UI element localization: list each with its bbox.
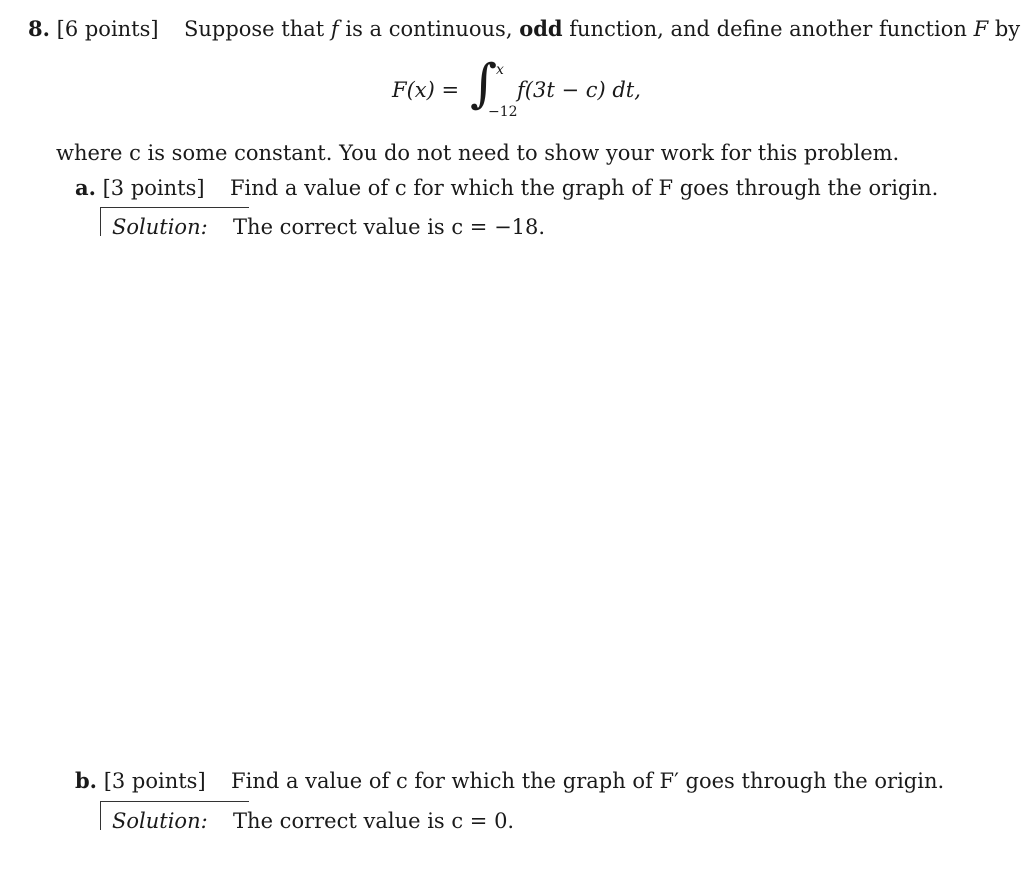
part-b-question — [75, 770, 944, 792]
part-b-solution-text: The correct value is c = 0. — [233, 809, 515, 833]
part-a-solution-label: Solution: — [112, 215, 208, 239]
integral-lower-limit: −12 — [488, 104, 518, 120]
where-line: where c is some constant. You do not need to show your work for this problem. — [56, 141, 900, 165]
part-a-solution-text: The correct value is c = −18. — [233, 215, 546, 239]
part-a-question — [75, 177, 938, 199]
part-b-solution-label: Solution: — [112, 809, 208, 833]
problem-points: [6 points] — [56, 17, 159, 41]
integral-formula — [392, 56, 722, 136]
part-a-points: [3 points] — [102, 176, 205, 200]
problem-by: by — [994, 17, 1021, 41]
integral-upper-limit: x — [496, 62, 504, 78]
part-b-points: [3 points] — [103, 769, 206, 793]
integral-sign: ∫ — [470, 54, 498, 114]
part-b-text: Find a value of c for which the graph of F′ goes through the origin. — [231, 769, 945, 793]
part-a-label: a. — [75, 175, 96, 200]
problem-statement — [28, 18, 1020, 40]
part-a-text: Find a value of c for which the graph of F goes through the origin. — [229, 176, 939, 200]
odd-emphasis: odd — [519, 16, 563, 41]
function-capital-f: F — [973, 17, 989, 41]
part-b-solution — [112, 811, 514, 832]
function-f: f — [330, 17, 339, 41]
part-b-label: b. — [75, 768, 97, 793]
formula-lhs: F(x) = — [392, 78, 460, 102]
problem-intro-start: Suppose that — [183, 17, 325, 41]
problem-intro-after: function, and define another function — [569, 17, 967, 41]
problem-number: 8. — [28, 16, 50, 41]
integrand: f(3t − c) dt, — [517, 78, 641, 102]
part-a-solution — [112, 217, 545, 238]
problem-intro-mid: is a continuous, — [345, 17, 513, 41]
